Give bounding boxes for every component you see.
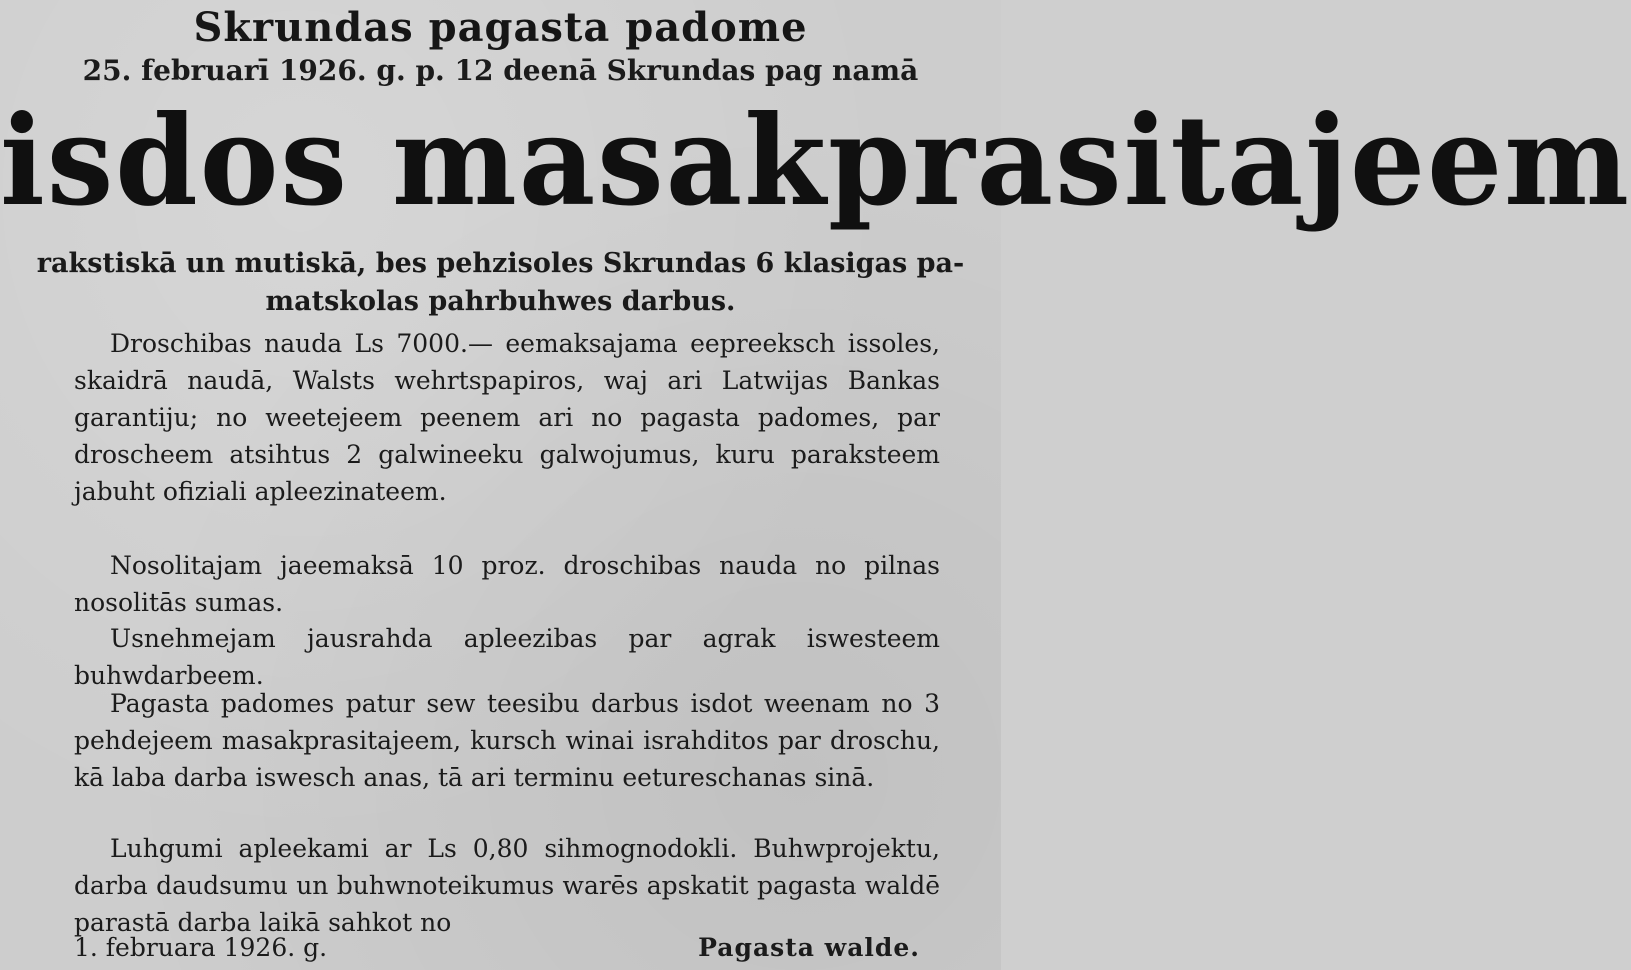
paragraph-text: Droschibas nauda Ls 7000.— eemaksajama eepreeksch issoles, skaidrā naudā, Walsts wehrtspapiros, waj ari Latwijas Bankas garantiju; no weetejeem peenem ari no pagasta padomes, par droscheem atsihtus 2 galwineeku galwojumus, kuru paraksteem jabuht ofiziali apleezinateem.: [74, 329, 940, 506]
footer-signature: Pagasta walde.: [698, 933, 920, 962]
notice-headline: isdos masakprasitajeem: [0, 87, 1631, 234]
paragraph-council-rights: [74, 685, 940, 796]
footer-date: 1. februara 1926. g.: [74, 933, 328, 962]
lead-line-2: matskolas pahrbuhwes darbus.: [265, 286, 736, 317]
paragraph-winner-payment: [74, 547, 940, 621]
notice-date-line: 25. februarī 1926. g. p. 12 deenā Skrundas pag namā: [82, 54, 919, 87]
paragraph-text: Usnehmejam jausrahda apleezibas par agrak iswesteem buhwdarbeem.: [74, 624, 940, 690]
lead-line-1: rakstiskā un mutiskā, bes pehzisoles Skrundas 6 klasigas pa-: [36, 248, 965, 279]
paragraph-text: Pagasta padomes patur sew teesibu darbus isdot weenam no 3 pehdejeem masakprasitajeem, kursch winai israhditos par droschu, kā laba darba iswesch anas, tā ari terminu eetureschanas sinā.: [74, 689, 940, 792]
notice-title: Skrundas pagasta padome: [193, 4, 808, 51]
paragraph-security-deposit: [74, 325, 940, 510]
paragraph-contractor-certificates: [74, 620, 940, 694]
paragraph-text: Luhgumi apleekami ar Ls 0,80 sihmognodokli. Buhwprojektu, darba daudsumu un buhwnoteikumus warēs apskatit pagasta waldē parastā darba laikā sahkot no: [74, 834, 940, 937]
paragraph-text: Nosolitajam jaeemaksā 10 proz. droschibas nauda no pilnas nosolitās sumas.: [74, 551, 940, 617]
paragraph-applications: [74, 830, 940, 941]
notice-footer: [74, 930, 940, 966]
